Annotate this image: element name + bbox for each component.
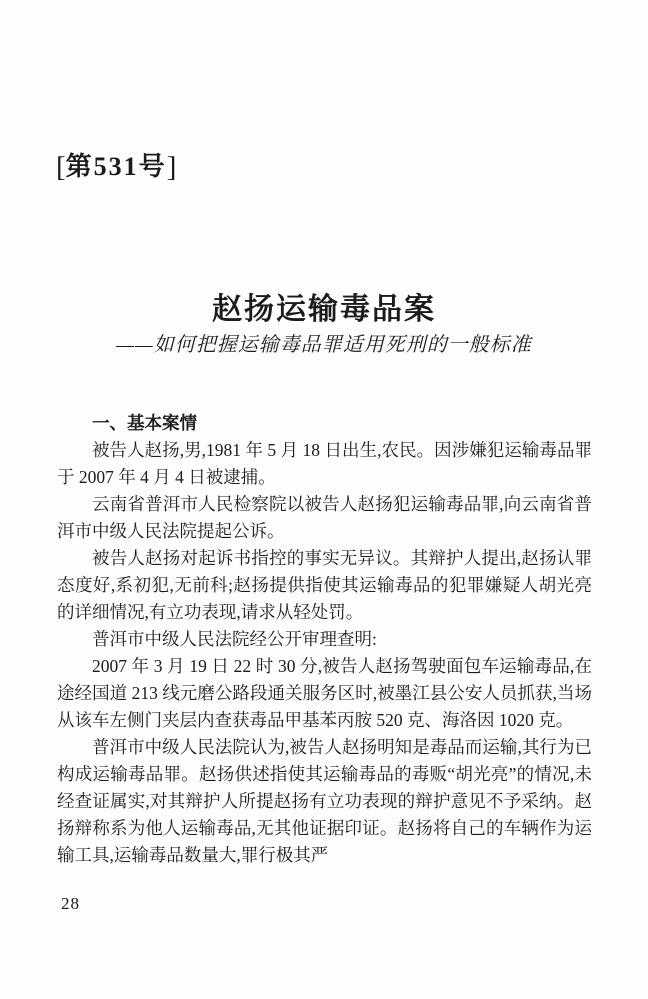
case-number-label [56,146,176,183]
case-number-text: 第531号 [65,152,167,181]
case-number-bracket-close: ] [166,151,177,183]
body-paragraph: 被告人赵扬,男,1981 年 5 月 18 日出生,农民。因涉嫌犯运输毒品罪于 2007 年 4 月 4 日被逮捕。 [57,440,592,487]
document-body [57,410,592,869]
body-paragraph: 普洱市中级人民法院认为,被告人赵扬明知是毒品而运输,其行为已构成运输毒品罪。赵扬供述指使其运输毒品的毒贩“胡光亮”的情况,未经查证属实,对其辩护人所提赵扬有立功表现的辩护意见不予采纳。赵扬辩称系为他人运输毒品,无其他证据印证。赵扬将自己的车辆作为运输工具,运输毒品数量大,罪行极其严 [57,737,592,865]
case-number-bracket-open: [ [56,151,66,183]
body-paragraph: 被告人赵扬对起诉书指控的事实无异议。其辩护人提出,赵扬认罪态度好,系初犯,无前科;赵扬提供指使其运输毒品的犯罪嫌疑人胡光亮的详细情况,有立功表现,请求从轻处罚。 [57,548,592,622]
body-paragraph: 云南省普洱市人民检察院以被告人赵扬犯运输毒品罪,向云南省普洱市中级人民法院提起公诉。 [57,494,592,541]
body-paragraph: 普洱市中级人民法院经公开审理查明: [92,629,377,649]
case-subtitle: ——如何把握运输毒品罪适用死刑的一般标准 [116,334,532,356]
case-title: 赵扬运输毒品案 [212,293,436,326]
section-heading: 一、基本案情 [92,413,197,433]
body-paragraph: 2007 年 3 月 19 日 22 时 30 分,被告人赵扬驾驶面包车运输毒品,在途经国道 213 线元磨公路段通关服务区时,被墨江县公安人员抓获,当场从该车左侧门夹层内查获毒品甲基苯丙胺 520 克、海洛因 1020 克。 [57,656,592,730]
page-number: 28 [61,894,80,913]
